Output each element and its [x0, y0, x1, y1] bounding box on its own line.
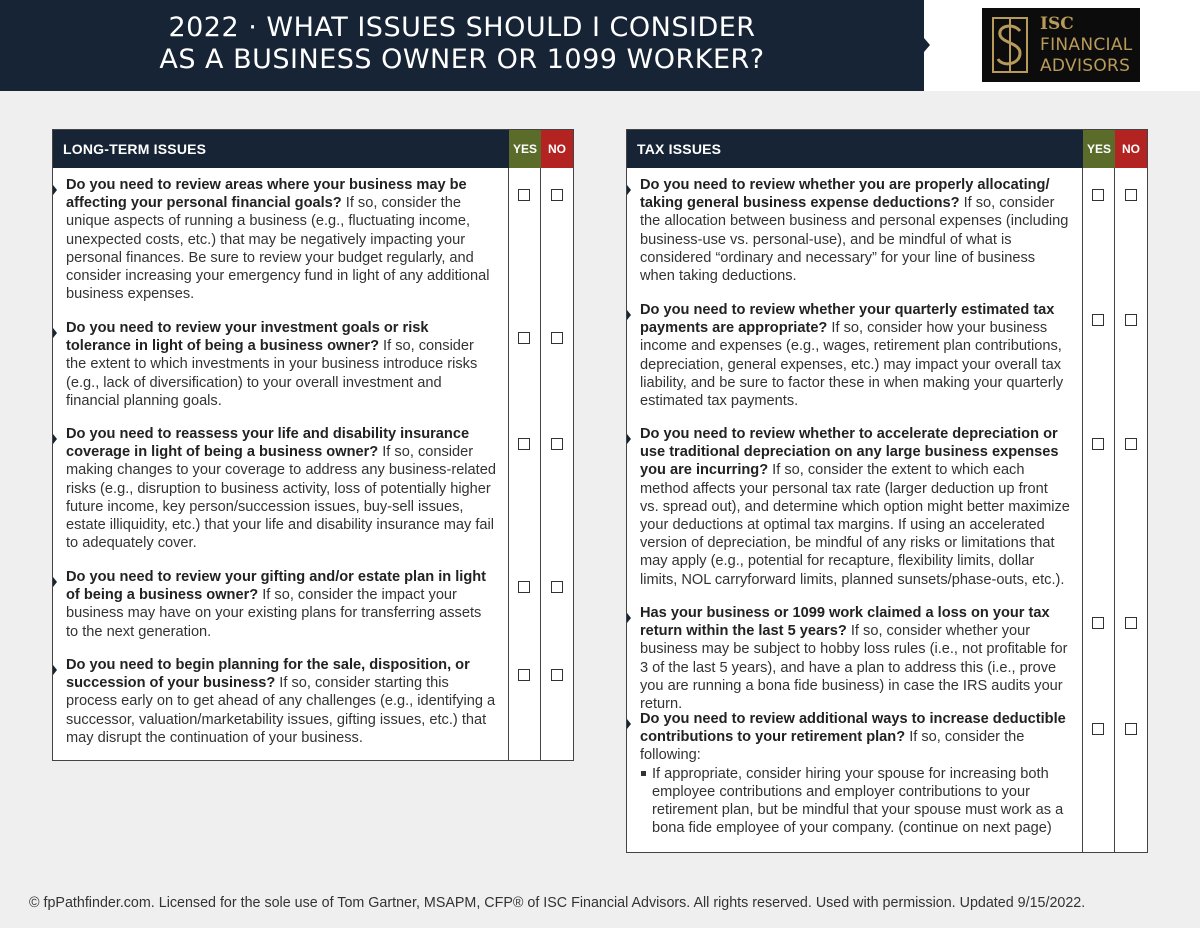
- yes-column-header: YES: [1083, 130, 1115, 168]
- item-text: [640, 710, 1070, 837]
- item-text: [66, 425, 496, 552]
- item-text: [66, 176, 496, 303]
- logo-line-3: ADVISORS: [1040, 56, 1131, 76]
- item-description: If so, consider whether your business may be subject to hobby loss rules (i.e., not profitable for 3 of the last 5 years), and have a plan to address this (i.e., prove you are running a bona fide business) in case the IRS audits your return.: [640, 623, 1068, 713]
- no-checkbox[interactable]: [1125, 723, 1137, 735]
- no-column-header: NO: [541, 130, 573, 168]
- item-description: If so, consider the extent to which each method affects your personal tax rate (larger deduction up front vs. spread out), and determine which option might better maximize your deductions at optimal tax margins. If using an accelerated version of depreciation, be mindful of any risks or limitations that may apply (e.g., potential for recapture, flexibility limits, dollar limits, NOL carryforward limits, planned sunsets/phase-outs, etc.).: [640, 462, 1070, 588]
- column-divider: [1114, 168, 1115, 852]
- no-checkbox[interactable]: [1125, 438, 1137, 450]
- item-marker-icon: [627, 719, 631, 729]
- yes-checkbox[interactable]: [518, 189, 530, 201]
- isc-monogram-icon: [990, 15, 1030, 75]
- item-marker-icon: [53, 665, 57, 675]
- item-description: If so, consider starting this process early on to get ahead of any challenges (e.g., identifying a successor, valuation/marketability issues, gifting issues, etc.) that may disrupt the continuation of your business.: [66, 675, 496, 746]
- logo-line-2: FINANCIAL: [1040, 35, 1133, 55]
- no-checkbox[interactable]: [1125, 617, 1137, 629]
- yes-checkbox[interactable]: [1092, 617, 1104, 629]
- item-description: If so, consider making changes to your coverage to address any business-related risks (e.g., disruption to business activity, loss of potentially higher future income, key person/succession issues, buy-sell issues, estate illiquidity, etc.) that your life and disability insurance may fail to adequately cover.: [66, 444, 496, 552]
- panel-title: TAX ISSUES: [637, 141, 722, 157]
- no-checkbox[interactable]: [551, 189, 563, 201]
- logo-line-1: ISC: [1040, 14, 1074, 34]
- item-marker-icon: [627, 434, 631, 444]
- item-question: Do you need to review whether to accelerate depreciation or use traditional depreciation on any large business expenses you are incurring?: [640, 426, 1059, 479]
- item-question: Do you need to begin planning for the sale, disposition, or succession of your business?: [66, 657, 470, 692]
- item-question: Has your business or 1099 work claimed a loss on your tax return within the last 5 years?: [640, 605, 1050, 640]
- item-text: [640, 425, 1070, 589]
- item-text: [640, 604, 1070, 713]
- item-marker-icon: [53, 577, 57, 587]
- item-question: Do you need to review your investment goals or risk tolerance in light of being a business owner?: [66, 320, 429, 355]
- logo-wordmark: [1040, 14, 1133, 77]
- no-checkbox[interactable]: [1125, 189, 1137, 201]
- no-checkbox[interactable]: [551, 332, 563, 344]
- item-description: If so, consider the impact your business may have on your existing plans for transferring assets to the next generation.: [66, 587, 482, 640]
- panel-header: [53, 130, 573, 168]
- item-question: Do you need to review additional ways to increase deductible contributions to your retirement plan?: [640, 711, 1066, 746]
- item-description: If so, consider the allocation between business and personal expenses (including business-use vs. personal-use), and be mindful of what is considered “ordinary and necessary” for your line of business when taking deductions.: [640, 195, 1069, 285]
- no-checkbox[interactable]: [551, 669, 563, 681]
- item-description: If so, consider the extent to which investments in your business introduce risks (e.g., lack of diversification) to your overall investment and financial planning goals.: [66, 338, 478, 409]
- long-term-issues-panel: [52, 129, 574, 761]
- item-marker-icon: [53, 328, 57, 338]
- item-marker-icon: [627, 310, 631, 320]
- item-description: If so, consider the following:: [640, 729, 1025, 764]
- yes-column-header: YES: [509, 130, 541, 168]
- item-question: Do you need to review whether your quarterly estimated tax payments are appropriate?: [640, 302, 1055, 337]
- item-marker-icon: [627, 185, 631, 195]
- item-description: If so, consider how your business income and expenses (e.g., wages, retirement plan contributions, depreciation, general expenses, etc.) may impact your overall tax liability, and be sure to factor these in when making your quarterly estimated tax payments.: [640, 320, 1064, 410]
- panel-header: [627, 130, 1147, 168]
- item-marker-icon: [53, 185, 57, 195]
- page-title: [0, 12, 924, 76]
- header-arrow: [924, 38, 930, 52]
- page-header: [0, 0, 1200, 91]
- yes-checkbox[interactable]: [518, 669, 530, 681]
- item-marker-icon: [627, 613, 631, 623]
- yes-checkbox[interactable]: [1092, 314, 1104, 326]
- page-title-line1: 2022 · WHAT ISSUES SHOULD I CONSIDER: [168, 12, 756, 43]
- yes-checkbox[interactable]: [1092, 189, 1104, 201]
- footer-copyright: © fpPathfinder.com. Licensed for the sole use of Tom Gartner, MSAPM, CFP® of ISC Financial Advisors. All rights reserved. Used with permission. Updated 9/15/2022.: [29, 895, 1086, 911]
- yes-checkbox[interactable]: [1092, 723, 1104, 735]
- item-question: Do you need to review your gifting and/or estate plan in light of being a business owner?: [66, 569, 487, 604]
- no-checkbox[interactable]: [551, 438, 563, 450]
- item-question: Do you need to reassess your life and disability insurance coverage in light of being a business owner?: [66, 426, 470, 461]
- item-text: [66, 656, 496, 747]
- yes-checkbox[interactable]: [518, 581, 530, 593]
- item-text: [640, 176, 1070, 285]
- column-divider: [508, 168, 509, 760]
- yes-checkbox[interactable]: [518, 332, 530, 344]
- item-text: [66, 568, 496, 641]
- no-column-header: NO: [1115, 130, 1147, 168]
- item-bullet-point: If appropriate, consider hiring your spouse for increasing both employee contributions and employer contributions to your retirement plan, but be mindful that your spouse must work as a bona fide employee of your company. (continue on next page): [640, 765, 1070, 838]
- item-question: Do you need to review areas where your business may be affecting your personal financial goals?: [66, 177, 467, 212]
- item-marker-icon: [53, 434, 57, 444]
- company-logo: [982, 8, 1140, 82]
- column-divider: [540, 168, 541, 760]
- yes-checkbox[interactable]: [518, 438, 530, 450]
- page-title-line2: AS A BUSINESS OWNER OR 1099 WORKER?: [159, 44, 765, 75]
- tax-issues-panel: [626, 129, 1148, 853]
- no-checkbox[interactable]: [551, 581, 563, 593]
- panel-title: LONG-TERM ISSUES: [63, 141, 207, 157]
- no-checkbox[interactable]: [1125, 314, 1137, 326]
- item-question: Do you need to review whether you are properly allocating/ taking general business expense deductions?: [640, 177, 1050, 212]
- yes-checkbox[interactable]: [1092, 438, 1104, 450]
- item-description: If so, consider the unique aspects of running a business (e.g., fluctuating income, unexpected costs, etc.) that may be negatively impacting your personal finances. Be sure to review your budget regularly, and consider increasing your emergency fund in light of any additional business expenses.: [66, 195, 490, 303]
- column-divider: [1082, 168, 1083, 852]
- item-text: [640, 301, 1070, 410]
- item-text: [66, 319, 496, 410]
